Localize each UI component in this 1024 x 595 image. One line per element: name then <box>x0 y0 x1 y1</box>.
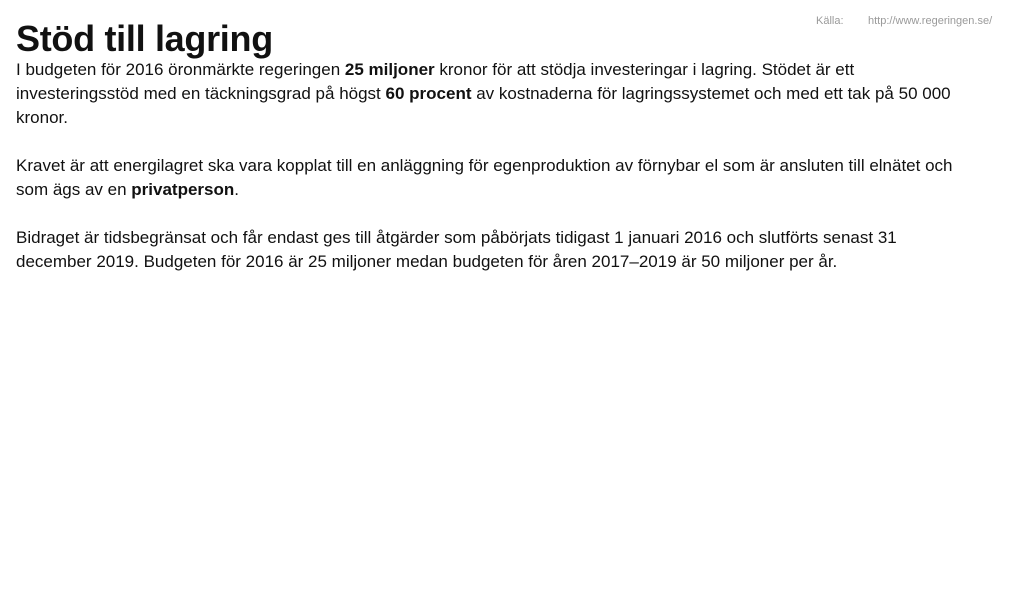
paragraph-time-limit <box>16 226 971 274</box>
highlight-amount: 25 miljoner <box>344 60 435 79</box>
source-label: Källa: <box>816 15 844 27</box>
paragraph-requirement <box>16 154 971 202</box>
text-segment: I budgeten för 2016 öronmärkte regeringen <box>16 60 345 79</box>
text-segment: Kravet är att energilagret ska vara kopplat till en anläggning för egenproduktion av förnybar el som är ansluten till elnätet och som ägs av en <box>16 156 953 199</box>
page-title: Stöd till lagring <box>16 18 273 59</box>
highlight-owner: privatperson <box>131 180 235 199</box>
text-segment: kronor för att stödja investeringar i lagring. Stödet är ett investeringsstöd med en täckningsgrad på högst <box>16 60 855 103</box>
source-url: http://www.regeringen.se/ <box>868 15 993 27</box>
source-credit <box>816 15 992 27</box>
text-segment: . <box>234 180 239 199</box>
highlight-percent: 60 procent <box>385 84 472 103</box>
text-segment: Bidraget är tidsbegränsat och får endast ges till åtgärder som påbörjats tidigast 1 januari 2016 och slutförts senast 31 december 2019. Budgeten för 2016 är 25 miljoner medan budgeten för åren 2017–2019 är 50 miljoner per år. <box>16 228 897 271</box>
paragraph-budget <box>16 58 971 130</box>
text-segment: av kostnaderna för lagringssystemet och med ett tak på 50 000 kronor. <box>16 84 951 127</box>
body-text <box>16 58 971 298</box>
